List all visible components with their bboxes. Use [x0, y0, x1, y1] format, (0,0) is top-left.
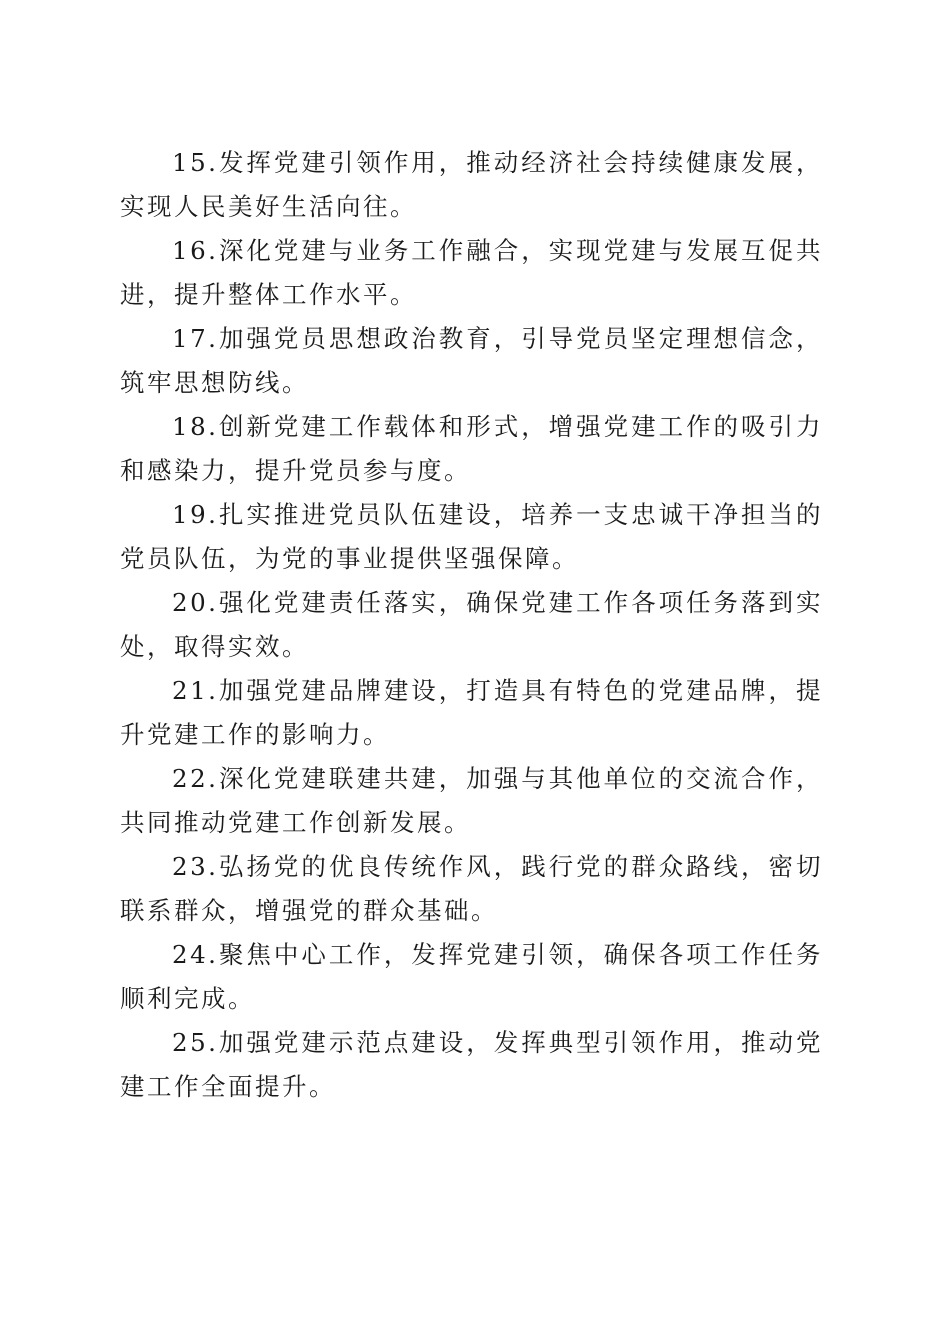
paragraph-17: 17.加强党员思想政治教育，引导党员坚定理想信念，筑牢思想防线。 — [120, 324, 823, 397]
paragraph-16: 16.深化党建与业务工作融合，实现党建与发展互促共进，提升整体工作水平。 — [120, 236, 823, 309]
paragraph-21: 21.加强党建品牌建设，打造具有特色的党建品牌，提升党建工作的影响力。 — [120, 676, 823, 749]
paragraph-20: 20.强化党建责任落实，确保党建工作各项任务落到实处，取得实效。 — [120, 588, 823, 661]
document-body — [120, 141, 823, 1109]
paragraph-24: 24.聚焦中心工作，发挥党建引领，确保各项工作任务顺利完成。 — [120, 940, 823, 1013]
paragraph-15: 15.发挥党建引领作用，推动经济社会持续健康发展，实现人民美好生活向往。 — [120, 148, 823, 221]
paragraph-23: 23.弘扬党的优良传统作风，践行党的群众路线，密切联系群众，增强党的群众基础。 — [120, 852, 823, 925]
paragraph-19: 19.扎实推进党员队伍建设，培养一支忠诚干净担当的党员队伍，为党的事业提供坚强保障。 — [120, 500, 823, 573]
paragraph-22: 22.深化党建联建共建，加强与其他单位的交流合作，共同推动党建工作创新发展。 — [120, 764, 823, 837]
paragraph-25: 25.加强党建示范点建设，发挥典型引领作用，推动党建工作全面提升。 — [120, 1028, 823, 1101]
paragraph-18: 18.创新党建工作载体和形式，增强党建工作的吸引力和感染力，提升党员参与度。 — [120, 412, 823, 485]
